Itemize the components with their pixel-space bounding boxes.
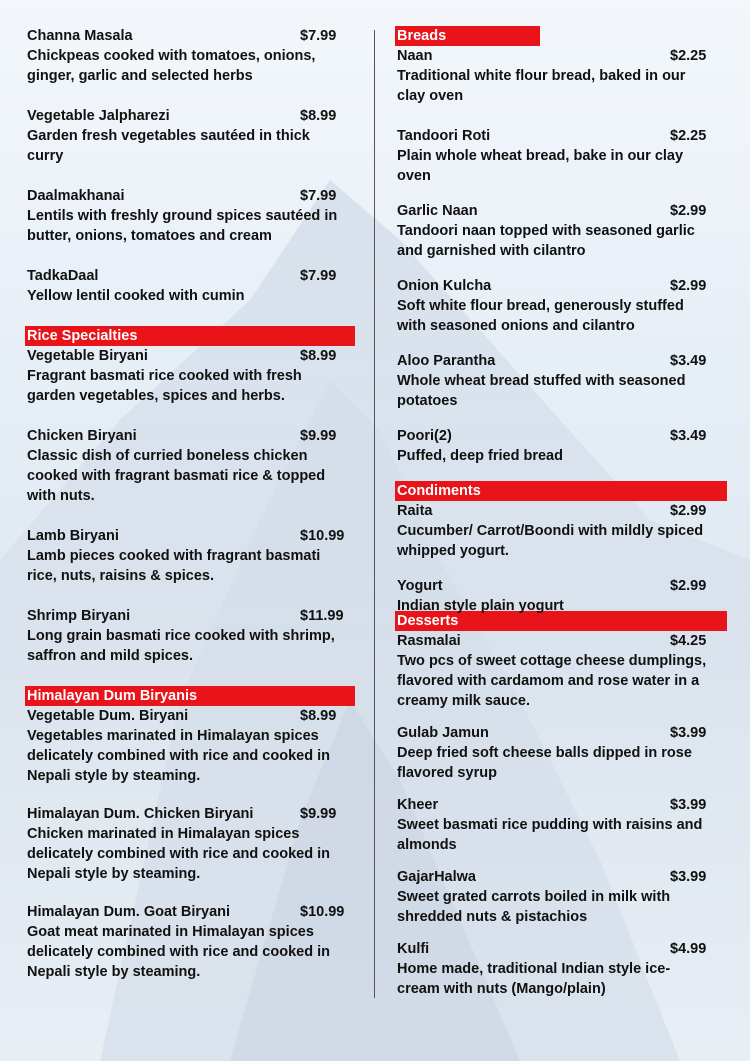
item-desc-line: Traditional white flour bread, baked in our <box>397 68 686 84</box>
menu-item-gulab-jamun <box>397 723 727 783</box>
item-desc-line: Chicken marinated in Himalayan spices <box>27 826 300 842</box>
item-name: Lamb Biryani <box>27 528 119 544</box>
item-price: $2.99 <box>670 278 707 294</box>
item-desc-line: with seasoned onions and cilantro <box>397 318 635 334</box>
item-name: Gulab Jamun <box>397 725 489 741</box>
item-desc-line: Indian style plain yogurt <box>397 598 564 614</box>
section-header-desserts: Desserts <box>395 611 727 631</box>
item-desc-line: Lentils with freshly ground spices sautéed in <box>27 208 338 224</box>
item-name: Channa Masala <box>27 28 133 44</box>
right-column <box>397 26 727 999</box>
item-price: $3.49 <box>670 428 707 444</box>
item-desc-line: Tandoori naan topped with seasoned garlic <box>397 223 695 239</box>
item-desc-line: Two pcs of sweet cottage cheese dumplings, <box>397 653 707 669</box>
item-desc-line: Sweet grated carrots boiled in milk with <box>397 889 671 905</box>
item-name: Kheer <box>397 797 439 813</box>
item-price: $4.99 <box>670 941 707 957</box>
item-name: Raita <box>397 503 433 519</box>
item-desc-line: Vegetables marinated in Himalayan spices <box>27 728 319 744</box>
section-header-breads: Breads <box>395 26 540 46</box>
item-desc-line: Long grain basmati rice cooked with shrimp, <box>27 628 335 644</box>
condiments-section <box>397 481 727 616</box>
item-price: $2.25 <box>670 128 707 144</box>
item-desc-line: Nepali style by steaming. <box>27 768 201 784</box>
item-desc-line: Puffed, deep fried bread <box>397 448 563 464</box>
section-header-condiments: Condiments <box>395 481 727 501</box>
item-desc-line: with nuts. <box>27 488 95 504</box>
item-name: Vegetable Jalpharezi <box>27 108 170 124</box>
item-price: $7.99 <box>300 268 337 284</box>
item-desc-line: Deep fried soft cheese balls dipped in rose <box>397 745 692 761</box>
item-desc-line: Home made, traditional Indian style ice- <box>397 961 671 977</box>
item-price: $8.99 <box>300 348 337 364</box>
menu-item-naan <box>397 46 727 106</box>
item-desc-line: Nepali style by steaming. <box>27 866 201 882</box>
item-name: Onion Kulcha <box>397 278 492 294</box>
menu-item-chicken-biryani <box>27 426 355 506</box>
item-desc-line: garden vegetables, spices and herbs. <box>27 388 285 404</box>
item-name: Naan <box>397 48 433 64</box>
item-desc-line: delicately combined with rice and cooked in <box>27 748 330 764</box>
column-divider <box>374 30 375 998</box>
menu-item-daalmakhanai <box>27 186 355 246</box>
item-price: $3.99 <box>670 869 707 885</box>
item-price: $3.49 <box>670 353 707 369</box>
item-name: TadkaDaal <box>27 268 99 284</box>
menu-item-kheer <box>397 795 727 855</box>
item-desc-line: Nepali style by steaming. <box>27 964 201 980</box>
item-desc-line: flavored syrup <box>397 765 497 781</box>
item-desc-line: and garnished with cilantro <box>397 243 586 259</box>
item-desc-line: flavored with cardamom and rose water in a <box>397 673 700 689</box>
item-desc-line: Classic dish of curried boneless chicken <box>27 448 308 464</box>
item-desc-line: clay oven <box>397 88 464 104</box>
item-desc-line: whipped yogurt. <box>397 543 509 559</box>
menu-item-lamb-biryani <box>27 526 355 586</box>
menu-item-himalayan-dum-goat-biryani <box>27 902 355 982</box>
menu-item-tadkadaal <box>27 266 355 306</box>
vegetarian-items-section <box>27 26 355 306</box>
left-column <box>27 26 355 982</box>
item-price: $8.99 <box>300 108 337 124</box>
menu-item-gajarhalwa <box>397 867 727 927</box>
menu-item-yogurt <box>397 576 727 616</box>
item-name: Vegetable Biryani <box>27 348 148 364</box>
item-price: $2.99 <box>670 503 707 519</box>
section-header-dum-biryanis: Himalayan Dum Biryanis <box>25 686 355 706</box>
item-desc-line: Soft white flour bread, generously stuffed <box>397 298 684 314</box>
menu-item-poori <box>397 426 727 466</box>
section-header-rice: Rice Specialties <box>25 326 355 346</box>
item-desc-line: Cucumber/ Carrot/Boondi with mildly spiced <box>397 523 704 539</box>
item-name: GajarHalwa <box>397 869 476 885</box>
item-desc-line: Lamb pieces cooked with fragrant basmati <box>27 548 321 564</box>
item-price: $9.99 <box>300 806 337 822</box>
item-price: $4.25 <box>670 633 707 649</box>
item-name: Daalmakhanai <box>27 188 125 204</box>
item-desc-line: delicately combined with rice and cooked in <box>27 944 330 960</box>
item-desc-line: cooked with fragrant basmati rice & topped <box>27 468 326 484</box>
item-desc-line: saffron and mild spices. <box>27 648 193 664</box>
item-price: $2.99 <box>670 578 707 594</box>
item-name: Rasmalai <box>397 633 461 649</box>
item-price: $3.99 <box>670 725 707 741</box>
item-desc-line: Goat meat marinated in Himalayan spices <box>27 924 314 940</box>
item-desc-line: Fragrant basmati rice cooked with fresh <box>27 368 302 384</box>
item-name: Kulfi <box>397 941 430 957</box>
breads-section <box>397 26 727 466</box>
item-desc-line: ginger, garlic and selected herbs <box>27 68 253 84</box>
item-price: $11.99 <box>300 608 344 624</box>
menu-item-rasmalai <box>397 631 727 711</box>
rice-specialties-section <box>27 326 355 666</box>
item-name: Tandoori Roti <box>397 128 491 144</box>
item-price: $8.99 <box>300 708 337 724</box>
menu-item-channa-masala <box>27 26 355 86</box>
item-desc-line: delicately combined with rice and cooked in <box>27 846 330 862</box>
item-desc-line: cream with nuts (Mango/plain) <box>397 981 606 997</box>
item-name: Himalayan Dum. Goat Biryani <box>27 904 231 920</box>
item-name: Poori(2) <box>397 428 452 444</box>
item-desc-line: butter, onions, tomatoes and cream <box>27 228 272 244</box>
item-price: $7.99 <box>300 188 337 204</box>
item-desc-line: oven <box>397 168 431 184</box>
menu-item-raita <box>397 501 727 561</box>
item-desc-line: shredded nuts & pistachios <box>397 909 588 925</box>
item-desc-line: creamy milk sauce. <box>397 693 531 709</box>
menu-item-tandoori-roti <box>397 126 727 186</box>
item-desc-line: Plain whole wheat bread, bake in our clay <box>397 148 684 164</box>
item-desc-line: Sweet basmati rice pudding with raisins and <box>397 817 703 833</box>
item-name: Shrimp Biryani <box>27 608 131 624</box>
menu-item-vegetable-jalpharezi <box>27 106 355 166</box>
himalayan-dum-biryanis-section <box>27 686 355 982</box>
item-desc-line: almonds <box>397 837 457 853</box>
item-desc-line: Whole wheat bread stuffed with seasoned <box>397 373 686 389</box>
menu-item-vegetable-biryani <box>27 346 355 406</box>
item-price: $2.99 <box>670 203 707 219</box>
item-price: $10.99 <box>300 528 345 544</box>
menu-item-shrimp-biryani <box>27 606 355 666</box>
item-name: Vegetable Dum. Biryani <box>27 708 189 724</box>
item-desc-line: rice, nuts, raisins & spices. <box>27 568 214 584</box>
item-desc-line: potatoes <box>397 393 458 409</box>
item-name: Yogurt <box>397 578 443 594</box>
item-desc-line: curry <box>27 148 64 164</box>
menu-item-vegetable-dum-biryani <box>27 706 355 786</box>
item-price: $10.99 <box>300 904 345 920</box>
item-price: $2.25 <box>670 48 707 64</box>
item-desc-line: Yellow lentil cooked with cumin <box>27 288 245 304</box>
item-name: Aloo Parantha <box>397 353 496 369</box>
menu-item-onion-kulcha <box>397 276 727 336</box>
menu-item-kulfi <box>397 939 727 999</box>
item-price: $7.99 <box>300 28 337 44</box>
item-desc-line: Chickpeas cooked with tomatoes, onions, <box>27 48 316 64</box>
item-name: Himalayan Dum. Chicken Biryani <box>27 806 254 822</box>
menu-item-garlic-naan <box>397 201 727 261</box>
item-name: Chicken Biryani <box>27 428 137 444</box>
item-price: $3.99 <box>670 797 707 813</box>
menu-item-himalayan-dum-chicken-biryani <box>27 804 355 884</box>
desserts-section <box>397 611 727 999</box>
item-price: $9.99 <box>300 428 337 444</box>
item-desc-line: Garden fresh vegetables sautéed in thick <box>27 128 310 144</box>
menu-item-aloo-parantha <box>397 351 727 411</box>
item-name: Garlic Naan <box>397 203 478 219</box>
